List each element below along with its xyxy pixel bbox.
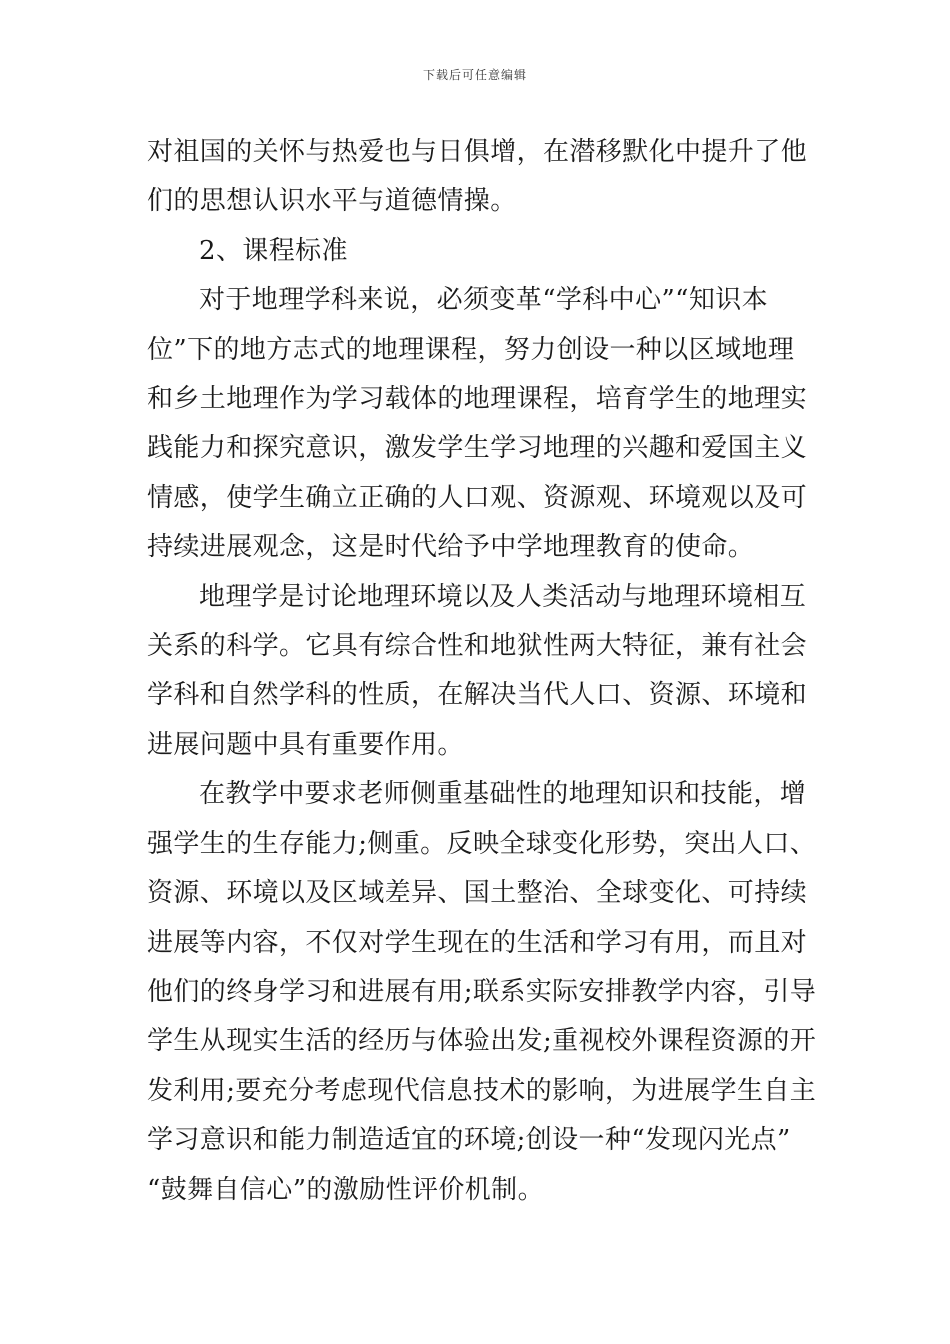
- paragraph-curriculum-standard: [147, 276, 817, 572]
- text-line: 对祖国的关怀与热爱也与日俱增，在潜移默化中提升了他: [147, 137, 808, 167]
- text-line: 关系的科学。它具有综合性和地狱性两大特征，兼有社会: [147, 631, 808, 662]
- text-line: 他们的终身学习和进展有用;联系实际安排教学内容，引导: [147, 976, 817, 1007]
- text-line: 情感，使学生确立正确的人口观、资源观、环境观以及可: [147, 482, 808, 513]
- page-header: 下载后可任意编辑: [422, 68, 527, 82]
- paragraph-geography-definition: [147, 573, 817, 771]
- text-line: 资源、环境以及区域差异、国土整治、全球变化、可持续: [147, 878, 808, 909]
- text-line: 学科和自然学科的性质，在解决当代人口、资源、环境和: [147, 680, 808, 711]
- text-line: 在教学中要求老师侧重基础性的地理知识和技能，增: [199, 779, 807, 810]
- text-line: 学生从现实生活的经历与体验出发;重视校外课程资源的开: [147, 1026, 817, 1057]
- document-body: [147, 128, 817, 1215]
- text-line: 持续进展观念，这是时代给予中学地理教育的使命。: [147, 532, 755, 563]
- text-line: 践能力和探究意识，激发学生学习地理的兴趣和爱国主义: [147, 433, 808, 464]
- text-line: 地理学是讨论地理环境以及人类活动与地理环境相互: [199, 581, 807, 612]
- text-line: 进展问题中具有重要作用。: [147, 729, 464, 760]
- text-line: 学习意识和能力制造适宜的环境;创设一种“发现闪光点”: [147, 1125, 791, 1156]
- text-line: 位”下的地方志式的地理课程，努力创设一种以区域地理: [147, 334, 795, 365]
- paragraph-continuation: [147, 128, 817, 227]
- section-heading: [147, 227, 817, 276]
- paragraph-teaching-requirements: [147, 770, 817, 1215]
- text-line: 和乡土地理作为学习载体的地理课程，培育学生的地理实: [147, 384, 808, 415]
- text-line: 发利用;要充分考虑现代信息技术的影响，为进展学生自主: [147, 1075, 817, 1106]
- text-line: 进展等内容，不仅对学生现在的生活和学习有用，而且对: [147, 927, 808, 958]
- text-line: 强学生的生存能力;侧重。反映全球变化形势，突出人口、: [147, 828, 817, 859]
- section-heading-text: 2、课程标准: [199, 235, 348, 266]
- text-line: 对于地理学科来说，必须变革“学科中心”“知识本: [199, 285, 769, 316]
- text-line: 们的思想认识水平与道德情操。: [147, 186, 517, 217]
- text-line: “鼓舞自信心”的激励性评价机制。: [147, 1174, 544, 1205]
